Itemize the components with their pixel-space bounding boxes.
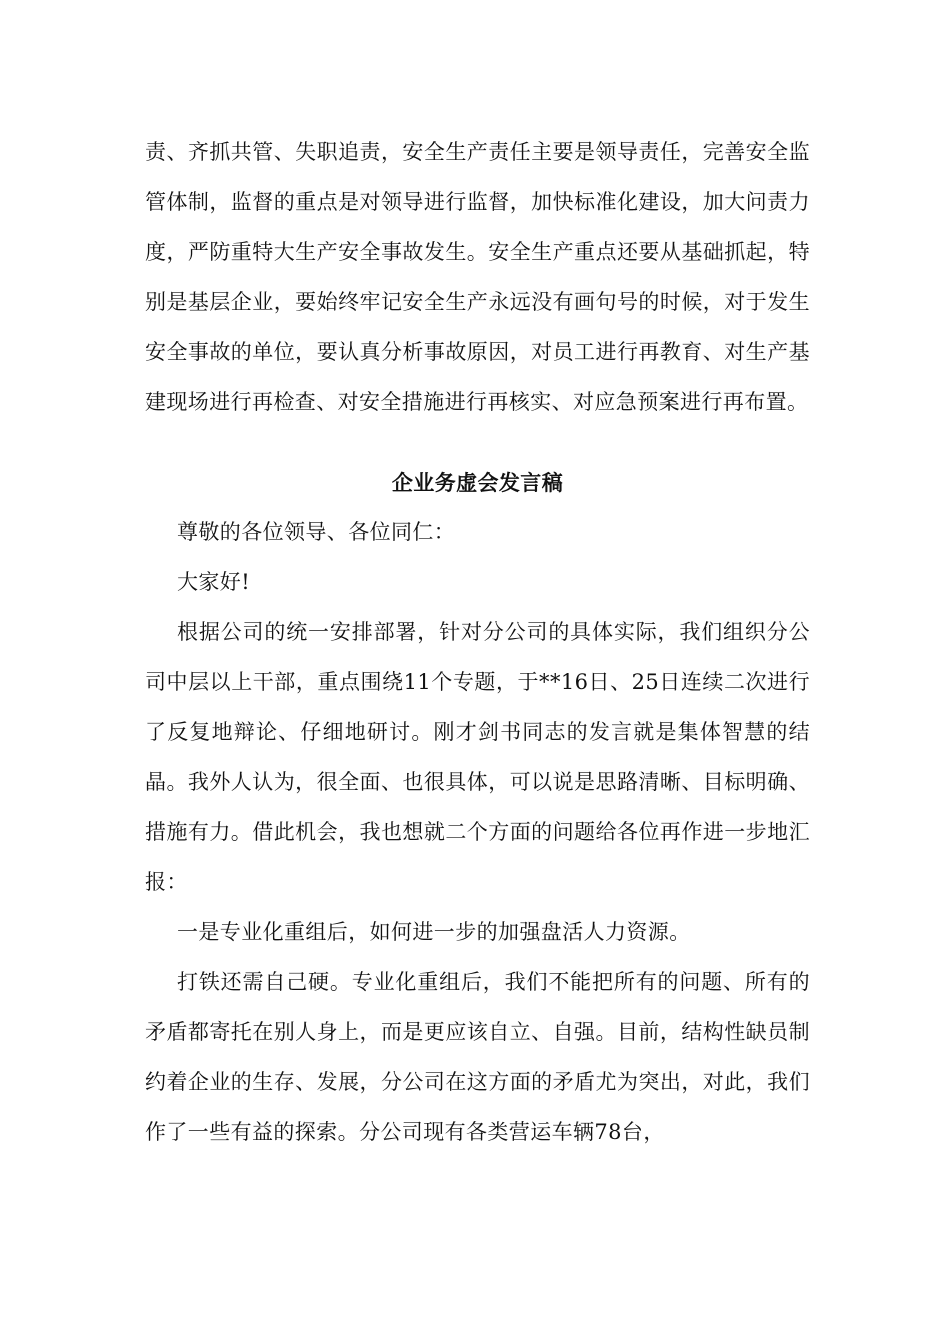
body-paragraph-1: 根据公司的统一安排部署，针对分公司的具体实际，我们组织分公司中层以上干部，重点围绕11个专题，于**16日、25日连续二次进行了反复地辩论、仔细地研讨。刚才剑书同志的发言就是集体智慧的结晶。我外人认为，很全面、也很具体，可以说是思路清晰、目标明确、措施有力。借此机会，我也想就二个方面的问题给各位再作进一步地汇报：	[145, 620, 810, 894]
point-heading-1: 一是专业化重组后，如何进一步的加强盘活人力资源。	[177, 920, 691, 944]
document-title: 企业务虚会发言稿	[391, 470, 564, 495]
greeting: 大家好!	[177, 570, 251, 594]
salutation: 尊敬的各位领导、各位同仁：	[177, 520, 456, 544]
intro-paragraph: 责、齐抓共管、失职追责，安全生产责任主要是领导责任，完善安全监管体制，监督的重点是对领导进行监督，加快标准化建设，加大问责力度，严防重特大生产安全事故发生。安全生产重点还要从基础抓起，特别是基层企业，要始终牢记安全生产永远没有画句号的时候，对于发生安全事故的单位，要认真分析事故原因，对员工进行再教育、对生产基建现场进行再检查、对安全措施进行再核实、对应急预案进行再布置。	[145, 140, 810, 414]
document-body	[145, 127, 810, 1157]
body-paragraph-2: 打铁还需自己硬。专业化重组后，我们不能把所有的问题、所有的矛盾都寄托在别人身上，而是更应该自立、自强。目前，结构性缺员制约着企业的生存、发展，分公司在这方面的矛盾尤为突出，对此，我们作了一些有益的探索。分公司现有各类营运车辆78台，	[145, 970, 810, 1144]
